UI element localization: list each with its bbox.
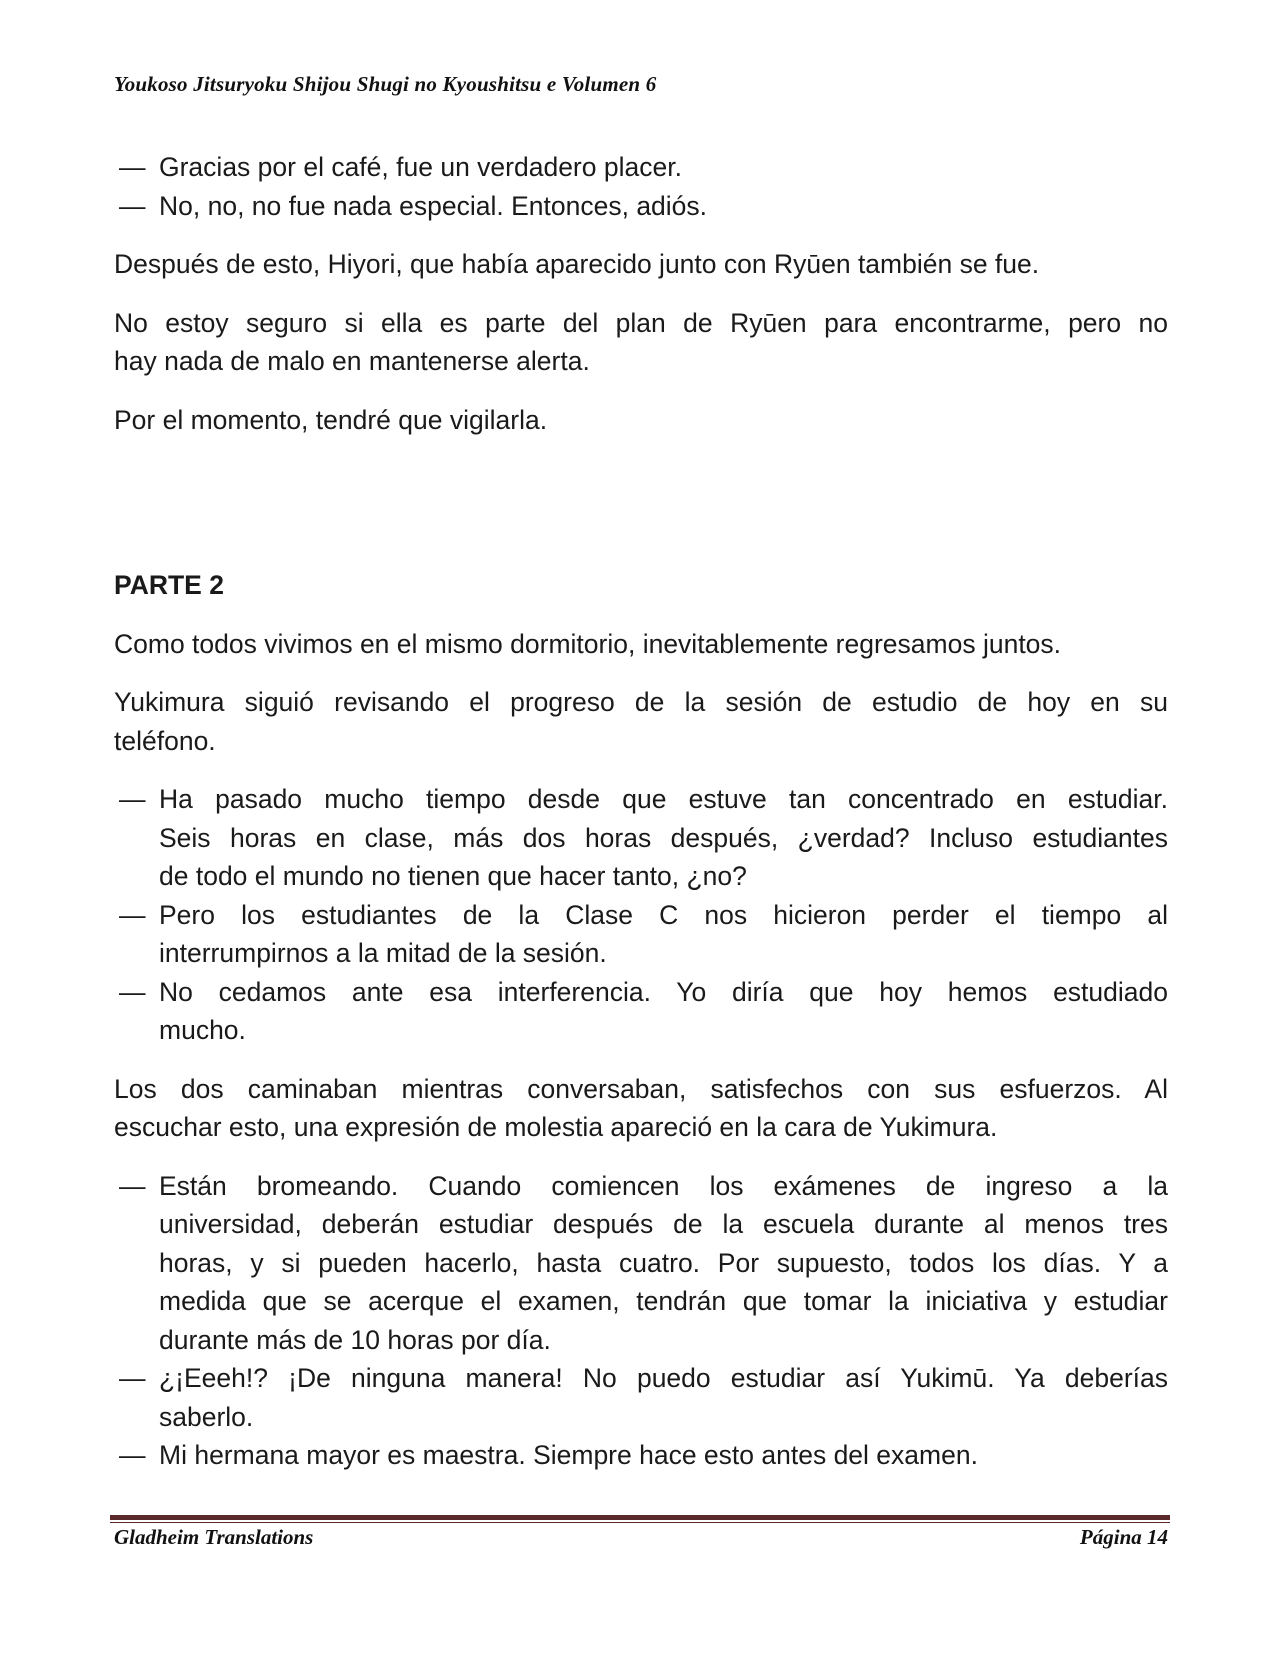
dialogue-text: universidad, deberán estudiar después de la escuela durante al menos tres: [159, 1209, 1168, 1239]
dialogue-line: [114, 1011, 1168, 1050]
dialogue-dash: —: [119, 784, 146, 814]
dialogue-text: No cedamos ante esa interferencia. Yo diría que hoy hemos estudiado: [159, 976, 1168, 1007]
dialogue-text: mucho.: [159, 1015, 246, 1045]
page-body: [114, 148, 1168, 1495]
footer-divider-thin: [110, 1522, 1170, 1523]
paragraph-line: Como todos vivimos en el mismo dormitorio, inevitablemente regresamos juntos.: [114, 628, 1062, 659]
dialogue-text: medida que se acerque el examen, tendrán que tomar la iniciativa y estudiar: [159, 1286, 1168, 1316]
dialogue-text: de todo el mundo no tienen que hacer tanto, ¿no?: [159, 861, 747, 891]
dialogue-block-2: [114, 780, 1168, 1050]
dialogue-line: [114, 148, 1168, 187]
dialogue-text: saberlo.: [159, 1401, 254, 1432]
dialogue-line: [114, 1167, 1168, 1206]
paragraph-line: Yukimura siguió revisando el progreso de la sesión de estudio de hoy en su: [114, 687, 1168, 717]
dialogue-text: ¿¡Eeeh!? ¡De ninguna manera! No puedo estudiar así Yukimū. Ya deberías: [159, 1363, 1168, 1393]
dialogue-text: durante más de 10 horas por día.: [159, 1324, 551, 1355]
paragraph-5: [114, 683, 1168, 760]
section-heading: PARTE 2: [114, 570, 224, 600]
dialogue-block-3: [114, 1167, 1168, 1475]
dialogue-line: [114, 1436, 1168, 1475]
paragraph-line: Después de esto, Hiyori, que había aparecido junto con Ryūen también se fue.: [114, 249, 1040, 279]
dialogue-line: [114, 934, 1168, 973]
dialogue-text: Mi hermana mayor es maestra. Siempre hace esto antes del examen.: [159, 1440, 978, 1470]
dialogue-text: Seis horas en clase, más dos horas después, ¿verdad? Incluso estudiantes: [159, 822, 1168, 853]
paragraph-line: escuchar esto, una expresión de molestia apareció en la cara de Yukimura.: [114, 1112, 998, 1142]
paragraph-1: [114, 245, 1168, 284]
dialogue-line: [114, 1321, 1168, 1360]
dialogue-text: Están bromeando. Cuando comiencen los exámenes de ingreso a la: [159, 1170, 1168, 1201]
page-number: Página 14: [1079, 1525, 1168, 1549]
paragraph-line: Por el momento, tendré que vigilarla.: [114, 404, 548, 435]
paragraph-2: [114, 304, 1168, 381]
dialogue-dash: —: [119, 152, 146, 182]
paragraph-line: teléfono.: [114, 725, 216, 756]
dialogue-line: [114, 1359, 1168, 1398]
dialogue-text: interrumpirnos a la mitad de la sesión.: [159, 938, 607, 968]
dialogue-text: Ha pasado mucho tiempo desde que estuve tan concentrado en estudiar.: [159, 784, 1168, 814]
dialogue-dash: —: [119, 899, 146, 930]
paragraph-6: [114, 1070, 1168, 1147]
dialogue-line: [114, 780, 1168, 819]
dialogue-line: [114, 1282, 1168, 1321]
paragraph-line: Los dos caminaban mientras conversaban, satisfechos con sus esfuerzos. Al: [114, 1073, 1168, 1104]
dialogue-line: [114, 857, 1168, 896]
dialogue-dash: —: [119, 190, 146, 221]
dialogue-line: [114, 1244, 1168, 1283]
dialogue-line: [114, 896, 1168, 935]
footer-divider: [110, 1515, 1170, 1523]
paragraph-4: [114, 625, 1168, 664]
running-header: Youkoso Jitsuryoku Shijou Shugi no Kyoushitsu e Volumen 6: [114, 72, 657, 96]
dialogue-line: [114, 187, 1168, 226]
dialogue-line: [114, 1205, 1168, 1244]
dialogue-line: [114, 1398, 1168, 1437]
dialogue-block-1: [114, 148, 1168, 225]
dialogue-line: [114, 973, 1168, 1012]
dialogue-text: No, no, no fue nada especial. Entonces, adiós.: [159, 190, 708, 221]
section-spacer: [114, 459, 1168, 566]
footer-divider-thick: [110, 1515, 1170, 1520]
dialogue-dash: —: [119, 1440, 146, 1470]
paragraph-line: No estoy seguro si ella es parte del plan de Ryūen para encontrarme, pero no: [114, 307, 1168, 338]
dialogue-text: Gracias por el café, fue un verdadero placer.: [159, 152, 682, 182]
paragraph-line: hay nada de malo en mantenerse alerta.: [114, 346, 590, 376]
footer-credit: Gladheim Translations: [114, 1525, 314, 1549]
dialogue-dash: —: [119, 976, 146, 1007]
dialogue-dash: —: [119, 1363, 146, 1393]
paragraph-3: [114, 401, 1168, 440]
dialogue-text: Pero los estudiantes de la Clase C nos hicieron perder el tiempo al: [159, 899, 1168, 930]
dialogue-line: [114, 819, 1168, 858]
dialogue-dash: —: [119, 1170, 146, 1201]
dialogue-text: horas, y si pueden hacerlo, hasta cuatro. Por supuesto, todos los días. Y a: [159, 1247, 1168, 1278]
